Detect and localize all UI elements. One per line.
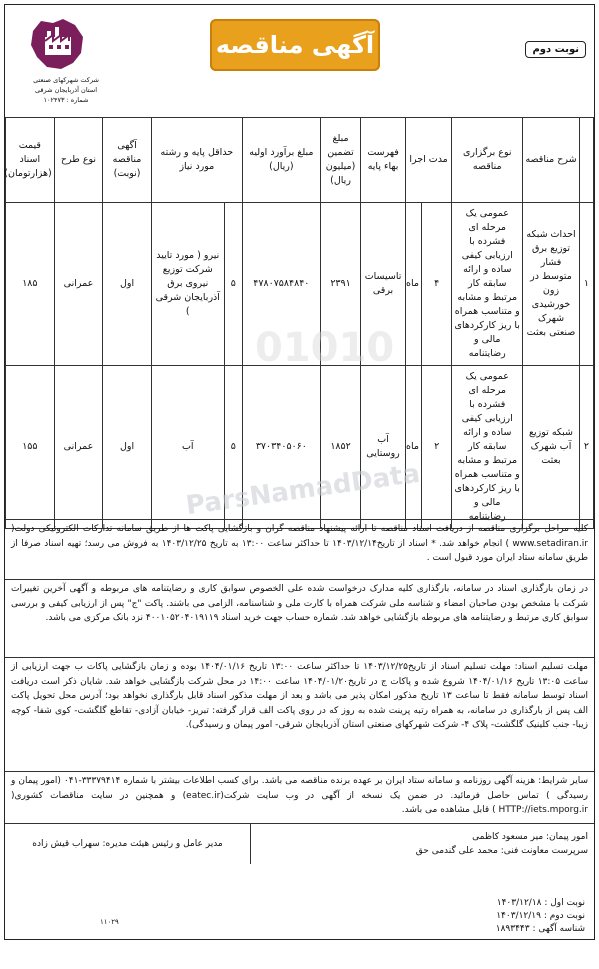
company-caption <box>11 75 121 105</box>
row-field: نیرو ( مورد تایید شرکت توزیع نیروی برق آذربایجان شرقی ) <box>151 203 224 366</box>
row-doc-price: ۱۵۵ <box>6 366 55 529</box>
second-round-date: نوبت دوم : ۱۴۰۳/۱۲/۱۹ <box>496 911 585 921</box>
row-duration-unit: ماه <box>405 366 421 529</box>
col-index <box>579 118 593 203</box>
row-duration-unit: ماه <box>405 203 421 366</box>
table-row <box>6 203 594 366</box>
row-grade: ۵ <box>224 366 242 529</box>
tender-notice <box>4 4 595 940</box>
signature-right <box>416 830 588 858</box>
note-deadline: مهلت تسلیم اسناد: مهلت تسلیم اسناد از تاریخ۱۴۰۳/۱۲/۲۵ تا حداکثر ساعت ۱۳:۰۰ تاریخ ۱۴۰۴/۰۱/۱۶ بوده و زمان بازگشایی پاکات ب جهت ارزیابی از ساعت ۱۳:۰۵ تاریخ ۱۴۰۴/۰۱/۱۶ شروع شده و پاکات ج در تاریخ۱۴۰۴/۰۱/۲۰ ساعت ۱۴:۰۰ در محل شرکت بازگشایی خواهد شد. شایان ذکر است دریافت اسناد توسط سامانه فقط تا ساعت ۱۳ تاریخ مذکور امکان پذیر می باشد و بعد از مهلت مذکور اسناد قابل بارگذاری نخواهد بود؛ آدرس محل تحویل پاکت الف پس از بارگذاری در سامانه، به همراه رتبه پرینت شده به روز که در روی پاکت الف قرار گرفته: تبریز- خیابان آزادی- تقاطع گلگشت- کوی شفا- کوچه زیبا- جنب کلینیک گلگشت- پلاک ۴- شرکت شهرکهای صنعتی استان آذربایجان شرقی- امور پیمان و رسیدگی). <box>5 657 594 735</box>
row-estimate: ۳۷۰۳۴۰۵۰۶۰ <box>242 366 320 529</box>
company-logo-icon <box>27 13 89 75</box>
ad-id: شناسه آگهی : ۱۸۹۳۴۴۳ <box>495 924 585 934</box>
col-duration: مدت اجرا <box>405 118 452 203</box>
watermark-text: ParsNamadData <box>184 458 422 522</box>
row-round: اول <box>103 366 152 529</box>
technical-deputy: سرپرست معاونت فنی: محمد علی گندمی حق <box>415 846 588 856</box>
row-price-list: تاسیسات برقی <box>361 203 406 366</box>
row-duration-num: ۲ <box>421 366 451 529</box>
table-row <box>6 366 594 529</box>
row-grade: ۵ <box>224 203 242 366</box>
row-guarantee: ۲۳۹۱ <box>320 203 360 366</box>
ceo-signature: مدیر عامل و رئیس هیئت مدیره: سهراب قیش زاده <box>5 824 251 864</box>
first-round-date: نوبت اول : ۱۴۰۳/۱۲/۱۸ <box>496 898 585 908</box>
row-procurement-type: عمومی یک مرحله ای فشرده با ارزیابی کیفی ساده و ارائه سابقه کار مرتبط و مشابه و متناسب همراه با ریز کارکردهای مالی و رضایتنامه <box>452 366 523 529</box>
row-price-list: آب روستایی <box>361 366 406 529</box>
row-guarantee: ۱۸۵۲ <box>320 366 360 529</box>
company-line2: استان آذربایجان شرقی <box>34 86 98 94</box>
signatures <box>5 823 594 864</box>
note-other-conditions: سایر شرایط: هزینه آگهی روزنامه و سامانه ستاد ایران بر عهده برنده مناقصه می باشد. برای کسب اطلاعات بیشتر با شماره ۳۳۳۷۹۴۱۴-۰۴۱ (امور پیمان و رسیدگی ) تماس حاصل فرمائید. در ضمن یک نسخه از آگهی در وب سایت شرکت(eatec.ir) و همچنین در سایت مناقصات کشوری( HTTP://iets.mporg.ir ) قابل مشاهده می باشد. <box>5 771 594 820</box>
header <box>5 5 594 117</box>
note-documents: در زمان بارگذاری اسناد در سامانه، بارگذاری کلیه مدارک درخواست شده علی الخصوص سوابق کاری و رضایتنامه های مربوطه و آگهی آخرین تغییرات شرکت با مشخص بودن صاحبان امضاء و شناسه ملی شرکت همراه با کارت ملی و شناسنامه، الزامی می باشند. پاکت "ج" پس از ارزیابی کیفی و بررسی سوابق کاری مرتبط و رضایتنامه های مربوطه بازگشایی خواهد شد. شماره حساب جهت خرید اسناد ۴۰۰۱۰۵۲۰۴۰۱۹۱۱۹ نزد بانک مرکزی می باشد. <box>5 579 594 628</box>
col-price-list: فهرست بهاء پایه <box>361 118 406 203</box>
col-doc-price: قیمت اسناد (هزارتومان) <box>6 118 55 203</box>
contracts-officer: امور پیمان: میر مسعود کاظمی <box>472 832 588 842</box>
note-setad: کلیه مراحل برگزاری مناقصه از دریافت اسناد مناقصه تا ارائه پیشنهاد مناقصه گران و بازگشایی پاکت ها از طریق سامانه تدارکات الکترونیکی دولت( www.setadiran.ir ) انجام خواهد شد. * اسناد از تاریخ۱۴۰۳/۱۲/۱۴ تا حداکثر ساعت ۱۳:۰۰ به تاریخ ۱۴۰۳/۱۲/۲۵ به فروش می رسد؛ تهیه اسناد صرفا از طریق سامانه ستاد ایران مورد قبول است . <box>5 519 594 568</box>
watermark-digits: 01010 <box>255 325 395 371</box>
col-grade: حداقل پایه و رشته مورد نیاز <box>151 118 242 203</box>
row-project-type: عمرانی <box>54 366 103 529</box>
company-line1: شرکت شهرکهای صنعتی <box>33 76 99 84</box>
row-description: احداث شبکه توزیع برق فشار متوسط در زون خورشیدی شهرک صنعتی بعثت <box>523 203 580 366</box>
footer-info <box>496 897 585 936</box>
row-estimate: ۴۷۸۰۷۵۸۴۸۴۰ <box>242 203 320 366</box>
tender-table <box>5 117 594 529</box>
col-description: شرح مناقصه <box>523 118 580 203</box>
row-duration-num: ۴ <box>421 203 451 366</box>
footer-code: ۱۱۰۲۹ <box>100 918 119 926</box>
row-index: ۲ <box>579 366 593 529</box>
row-project-type: عمرانی <box>54 203 103 366</box>
col-project-type: نوع طرح <box>54 118 103 203</box>
page-title: آگهی مناقصه <box>210 19 380 71</box>
row-description: شبکه توزیع آب شهرک بعثت <box>523 366 580 529</box>
col-estimate: مبلغ برآورد اولیه (ریال) <box>242 118 320 203</box>
row-doc-price: ۱۸۵ <box>6 203 55 366</box>
row-index: ۱ <box>579 203 593 366</box>
round-badge: نوبت دوم <box>525 41 586 58</box>
col-guarantee: مبلغ تضمین (میلیون ریال) <box>320 118 360 203</box>
row-field: آب <box>151 366 224 529</box>
col-procurement-type: نوع برگزاری مناقصه <box>452 118 523 203</box>
table-header-row <box>6 118 594 203</box>
col-round: آگهی مناقصه (نوبت) <box>103 118 152 203</box>
reg-number: شماره : ۱۰۲۴۷۳ <box>43 96 89 104</box>
row-round: اول <box>103 203 152 366</box>
row-procurement-type: عمومی یک مرحله ای فشرده با ارزیابی کیفی ساده و ارائه سابقه کار مرتبط و مشابه و متناسب همراه با ریز کارکردهای مالی و رضایتنامه <box>452 203 523 366</box>
